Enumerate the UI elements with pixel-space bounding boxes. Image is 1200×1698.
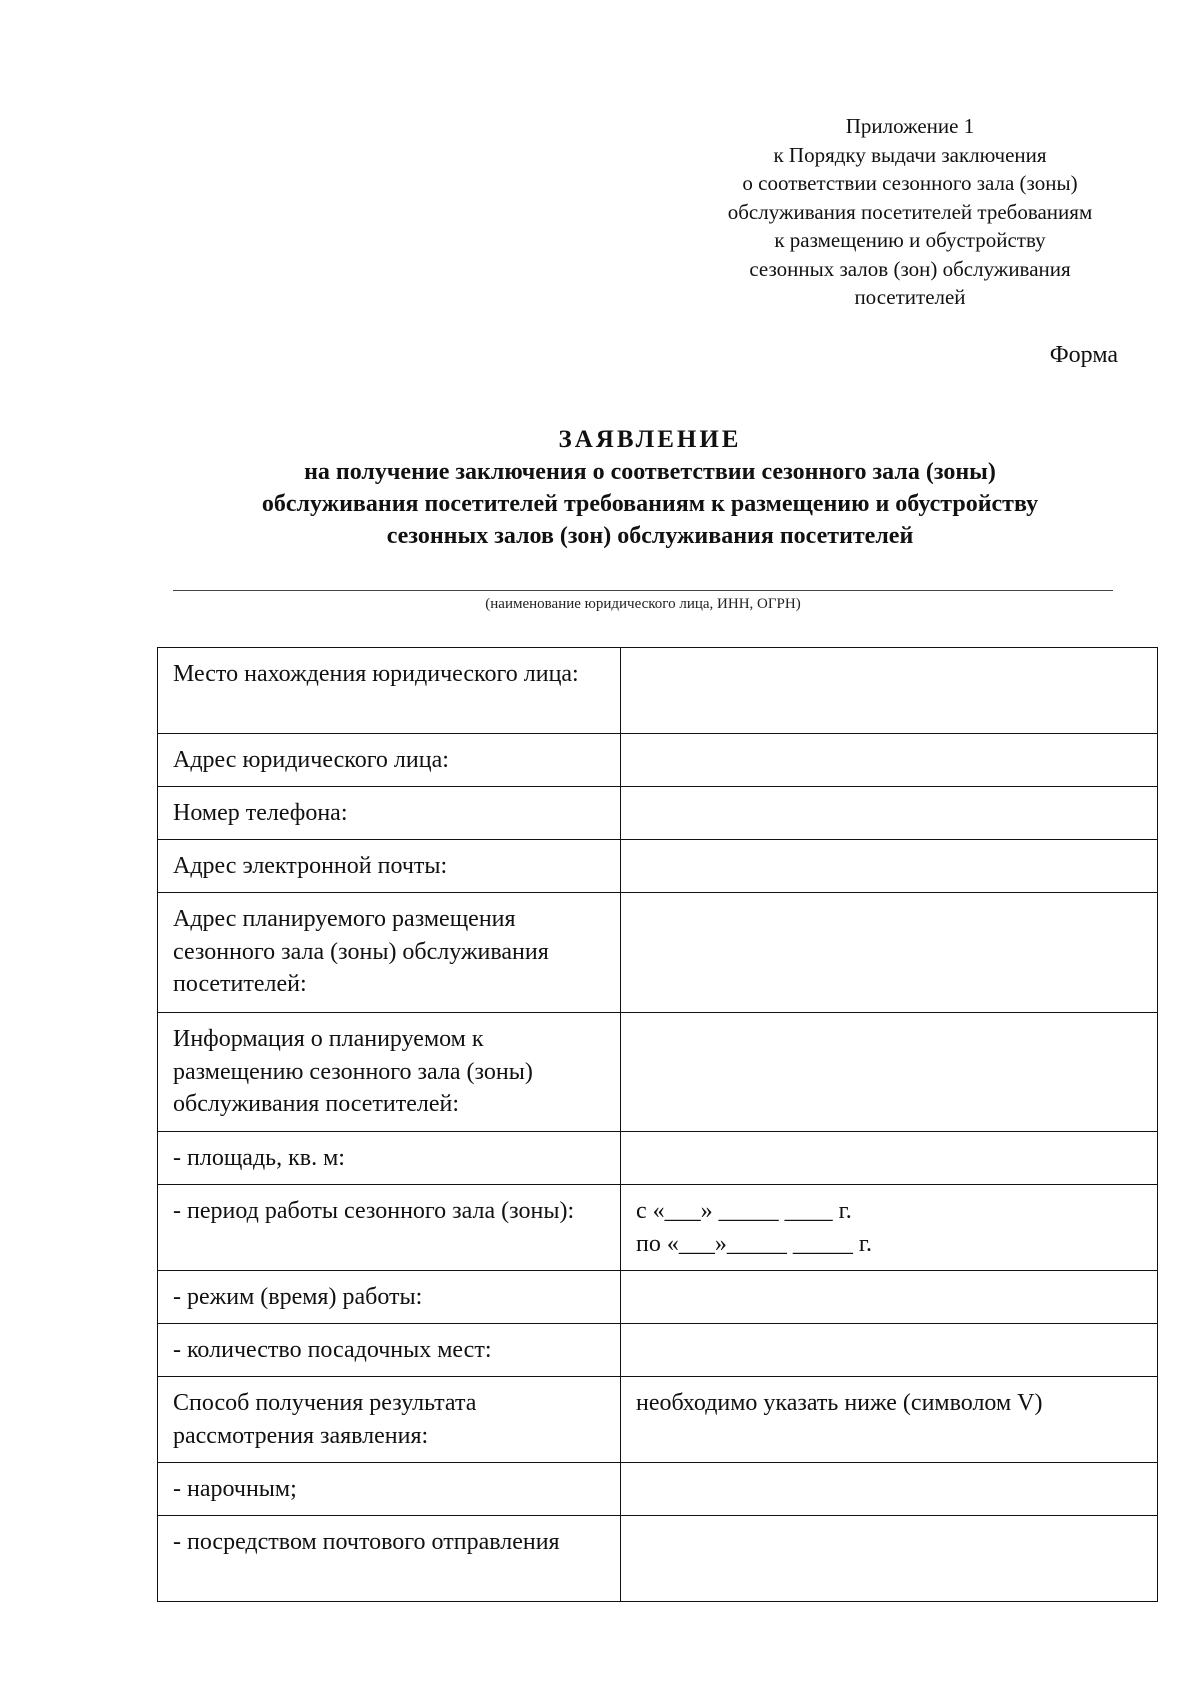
table-row [158,1324,1158,1377]
applicant-name-line[interactable] [173,590,1113,591]
title-line: на получение заключения о соответствии сезонного зала (зоны) [304,459,996,485]
title-main: ЗАЯВЛЕНИЕ [558,426,742,453]
document-title [130,424,1170,552]
row-value-field[interactable] [621,1271,1158,1324]
table-row [158,893,1158,1013]
row-value-field[interactable] [621,1132,1158,1185]
appendix-line: обслуживания посетителей требованиям [727,199,1093,224]
row-label: Информация о планируемом к размещению сезонного зала (зоны) обслуживания посетителей: [158,1013,621,1132]
row-label: - площадь, кв. м: [158,1132,621,1185]
table-row [158,1185,1158,1271]
applicant-caption: (наименование юридического лица, ИНН, ОГРН) [485,596,801,612]
row-value-field[interactable] [621,1013,1158,1132]
table-row [158,1132,1158,1185]
row-label: - нарочным; [158,1463,621,1516]
table-row [158,1463,1158,1516]
row-value-field[interactable] [621,648,1158,734]
row-label: - режим (время) работы: [158,1271,621,1324]
row-label: - посредством почтового отправления [158,1516,621,1602]
row-label: - количество посадочных мест: [158,1324,621,1377]
row-label: - период работы сезонного зала (зоны): [158,1185,621,1271]
row-value-field[interactable] [621,893,1158,1013]
row-value-field[interactable] [621,787,1158,840]
row-label: Адрес юридического лица: [158,734,621,787]
appendix-line: сезонных залов (зон) обслуживания [749,256,1071,281]
appendix-line: к размещению и обустройству [774,228,1046,252]
row-value-field[interactable]: необходимо указать ниже (символом V) [621,1377,1158,1463]
row-value-field[interactable] [621,840,1158,893]
table-row [158,1516,1158,1602]
row-label: Номер телефона: [158,787,621,840]
table-row [158,1013,1158,1132]
table-row [158,648,1158,734]
row-value-field[interactable] [621,1324,1158,1377]
appendix-line: о соответствии сезонного зала (зоны) [742,171,1078,195]
row-value-field[interactable] [621,734,1158,787]
table-row [158,1377,1158,1463]
appendix-header [650,112,1170,312]
row-label: Адрес электронной почты: [158,840,621,893]
table-row [158,840,1158,893]
date-line: с «___» _____ ____ г. [636,1198,852,1224]
appendix-line: к Порядку выдачи заключения [773,142,1047,167]
date-line: по «___»_____ _____ г. [636,1230,872,1257]
row-label: Адрес планируемого размещения сезонного зала (зоны) обслуживания посетителей: [158,893,621,1013]
row-value-field[interactable] [621,1516,1158,1602]
row-label: Способ получения результата рассмотрения заявления: [158,1377,621,1463]
form-label: Форма [1049,342,1118,368]
title-line: сезонных залов (зон) обслуживания посетителей [386,523,914,549]
row-value-field[interactable] [621,1185,1158,1271]
title-line: обслуживания посетителей требованиям к размещению и обустройству [261,491,1039,517]
table-row [158,787,1158,840]
appendix-line: Приложение 1 [845,114,975,138]
application-table [157,647,1158,1602]
appendix-line: посетителей [854,285,966,309]
row-label: Место нахождения юридического лица: [158,648,621,734]
table-row [158,734,1158,787]
table-row [158,1271,1158,1324]
row-value-field[interactable] [621,1463,1158,1516]
